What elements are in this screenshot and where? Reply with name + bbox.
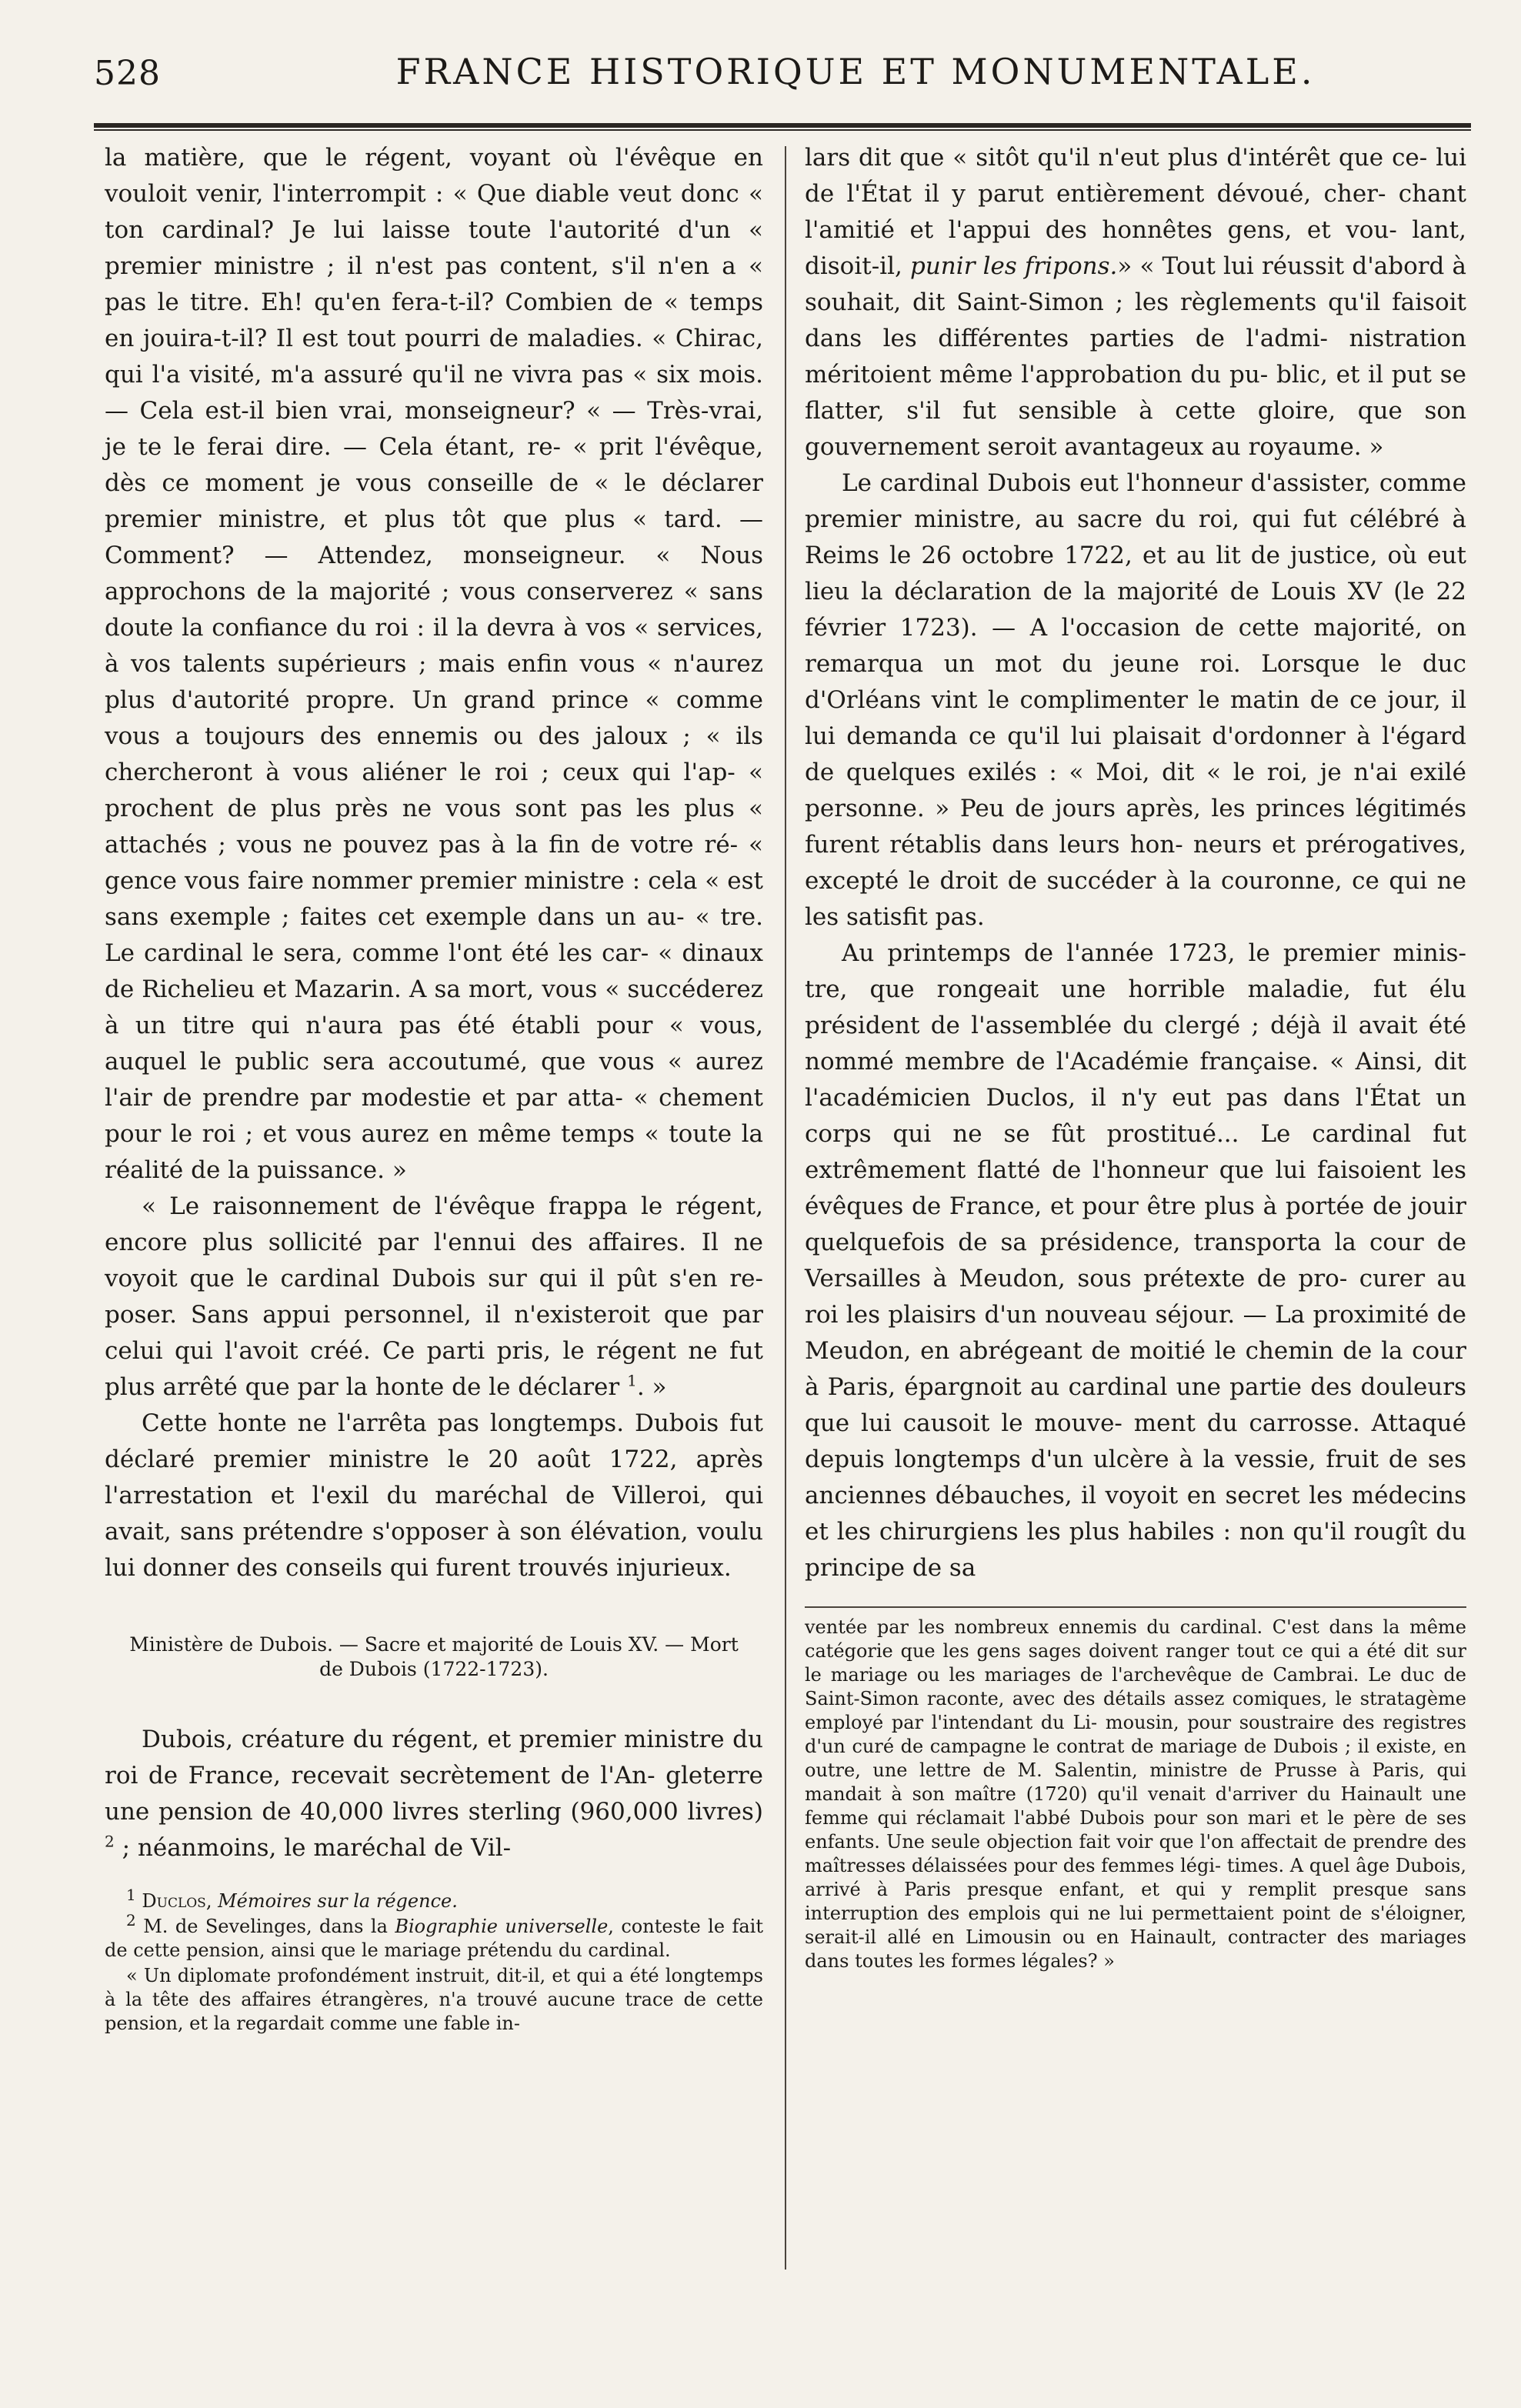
footnote-author: Duclos bbox=[142, 1890, 206, 1912]
paragraph-text: ; néanmoins, le maréchal de Vil- bbox=[114, 1834, 512, 1862]
footnote-text: M. de Sevelinges, dans la bbox=[143, 1916, 388, 1937]
footnote-text: , conteste le fait de cette pension, ainsi que le mariage prétendu du cardinal. bbox=[105, 1916, 763, 1961]
footnote-ref[interactable]: 1 bbox=[627, 1371, 637, 1390]
paragraph: Cette honte ne l'arrêta pas longtemps. Dubois fut déclaré premier ministre le 20 août 1722, après l'arrestation et l'exil du maréchal de Villeroi, qui avait, sans prétendre s'opposer à son élévation, voulu lui donner des conseils qui furent trouvés injurieux. bbox=[105, 1409, 763, 1582]
paragraph: la matière, que le régent, voyant où l'évêque en vouloit venir, l'interrompit : « Que diable veut donc « ton cardinal? Je lui laisse toute l'autorité d'un « premier ministre ; il n'est pas content, s'il n'en a « pas le titre. Eh! qu'en fera-t-il? Combien de « temps en jouira-t-il? Il est tout pourri de maladies. « Chirac, qui l'a visité, m'a assuré qu'il ne vivra pas « six mois. — Cela est-il bien vrai, monseigneur? « — Très-vrai, je te le ferai dire. — Cela étant, re- « prit l'évêque, dès ce moment je vous conseille de « le déclarer premier ministre, et plus tôt que plus « tard. — Comment? — Attendez, monseigneur. « Nous approchons de la majorité ; vous conserverez « sans doute la confiance du roi : il la devra à vos « services, à vos talents supérieurs ; mais enfin vous « n'aurez plus d'autorité propre. Un grand prince « comme vous a toujours des ennemis ou des jaloux ; « ils chercheront à vous aliéner le roi ; ceux qui l'ap- « prochent de plus près ne vous sont pas les plus « attachés ; vous ne pouvez pas à la fin de votre ré- « gence vous faire nommer premier ministre : cela « est sans exemple ; faites cet exemple dans un au- « tre. Le cardinal le sera, comme l'ont été les car- « dinaux de Richelieu et Mazarin. A sa mort, vous « succéderez à un titre qui n'aura pas été établi pour « vous, auquel le public sera accoutumé, que vous « aurez l'air de prendre par modestie et par atta- « chement pour le roi ; et vous aurez en même temps « toute la réalité de la puissance. » bbox=[105, 144, 763, 1184]
footnote-number: 2 bbox=[126, 1911, 136, 1929]
footnote-title: Biographie universelle bbox=[395, 1916, 609, 1937]
paragraph-text: . » bbox=[636, 1373, 667, 1401]
paragraph-text: Dubois, créature du régent, et premier ministre du roi de France, recevait secrètement de l'An- gleterre une pension de 40,000 livres sterling (960,000 livres) bbox=[105, 1726, 763, 1826]
right-column bbox=[805, 140, 1466, 1973]
paragraph bbox=[105, 1189, 763, 1406]
section-heading: Ministère de Dubois. — Sacre et majorité de Louis XV. — Mort de Dubois (1722-1723). bbox=[129, 1633, 739, 1680]
italic-phrase: punir les fripons. bbox=[910, 252, 1118, 280]
paragraph bbox=[105, 1722, 763, 1866]
footnote-title: Mémoires sur la régence. bbox=[218, 1890, 458, 1912]
paragraph-text: « Le raisonnement de l'évêque frappa le régent, encore plus sollicité par l'ennui des affaires. Il ne voyoit que le cardinal Dubois sur qui il pût s'en re- poser. Sans appui personnel, il n'existeroit que par celui qui l'avoit créé. Ce parti pris, le régent ne fut plus arrêté que par la honte de le déclarer bbox=[105, 1192, 763, 1401]
page-header bbox=[94, 48, 1471, 102]
footnote-quote: « Un diplomate profondément instruit, dit-il, et qui a été longtemps à la tête des affaires étrangères, n'a trouvé aucune trace de cette pension, et la regardait comme une fable in- bbox=[105, 1965, 763, 2034]
paragraph: Le cardinal Dubois eut l'honneur d'assister, comme premier ministre, au sacre du roi, qui fut célébré à Reims le 26 octobre 1722, et au lit de justice, où eut lieu la déclaration de la majorité de Louis XV (le 22 février 1723). — A l'occasion de cette majorité, on remarqua un mot du jeune roi. Lorsque le duc d'Orléans vint le complimenter le matin de ce jour, il lui demanda ce qu'il lui plaisait d'ordonner à l'égard de quelques exilés : « Moi, dit « le roi, je n'ai exilé personne. » Peu de jours après, les princes légitimés furent rétablis dans leurs hon- neurs et prérogatives, excepté le droit de succéder à la couronne, ce qui ne les satisfit pas. bbox=[805, 469, 1466, 931]
running-title: FRANCE HISTORIQUE ET MONUMENTALE. bbox=[395, 51, 1316, 92]
footnote-1: $^1$ Duclos, Mémoires sur la régence. bbox=[126, 1886, 458, 1912]
header-rule-thin bbox=[94, 129, 1471, 131]
paragraph bbox=[805, 140, 1466, 465]
page-number: 528 bbox=[94, 54, 161, 93]
footnote-continuation bbox=[805, 1606, 1466, 1973]
footnotes bbox=[105, 1886, 763, 2036]
column-divider bbox=[785, 146, 786, 2270]
header-rule bbox=[94, 123, 1471, 128]
paragraph: Au printemps de l'année 1723, le premier minis- tre, que rongeait une horrible maladie, fut élu président de l'assemblée du clergé ; déjà il avait été nommé membre de l'Académie française. « Ainsi, dit l'académicien Duclos, il n'y eut pas dans l'État un corps qui ne se fût prostitué... Le cardinal fut extrêmement flatté de l'honneur que lui faisoient les évêques de France, et pour être plus à portée de jouir quelquefois de sa présidence, transporta la cour de Versailles à Meudon, sous prétexte de pro- curer au roi les plaisirs d'un nouveau séjour. — La proximité de Meudon, en abrégeant de moitié le chemin de la cour à Paris, épargnoit au cardinal une partie des douleurs que lui causoit le mouve- ment du carrosse. Attaqué depuis longtemps d'un ulcère à la vessie, fruit de ses anciennes débauches, il voyoit en secret les médecins et les chirurgiens les plus habiles : non qu'il rougît du principe de sa bbox=[805, 939, 1466, 1582]
footnote-text: ventée par les nombreux ennemis du cardinal. C'est dans la même catégorie que les gens sages doivent ranger tout ce qui a été dit sur le mariage ou les mariages de l'archevêque de Cambrai. Le duc de Saint-Simon raconte, avec des détails assez comiques, le stratagème employé par l'intendant du Li- mousin, pour soustraire des registres d'un curé de campagne le contrat de mariage de Dubois ; il existe, en outre, une lettre de M. Salentin, ministre de Prusse à Paris, qui mandait à son maître (1720) qu'il venait d'arriver du Hainault une femme qui réclamait l'abbé Dubois pour son mari et le père de ses enfants. Une seule objection fait voir que l'on affectait de prendre des maîtresses délaissées pour des femmes légi- times. A quel âge Dubois, arrivé à Paris presque enfant, et qui y remplit presque sans interruption des emplois qui ne lui permettaient point de s'éloigner, serait-il allé en Limousin ou en Hainault, contracter des mariages dans toutes les formes légales? » bbox=[805, 1616, 1466, 1972]
footnote-number: 1 bbox=[126, 1886, 136, 1904]
footnote-ref[interactable]: 2 bbox=[105, 1832, 115, 1851]
left-column bbox=[105, 140, 763, 2037]
paragraph-text: lars dit que « sitôt qu'il n'eut plus d'intérêt que ce- lui de l'État il y parut entièrement dévoué, cher- chant l'amitié et l'appui des honnêtes gens, et vou- lant, disoit-il, bbox=[805, 144, 1466, 280]
paragraph-text: » « Tout lui réussit d'abord à souhait, dit Saint-Simon ; les règlements qu'il faisoit dans les différentes parties de l'admi- nistration méritoient même l'approbation du pu- blic, et il put se flatter, s'il fut sensible à cette gloire, que son gouvernement seroit avantageux au royaume. » bbox=[805, 252, 1467, 461]
footnote-2 bbox=[105, 1911, 763, 1963]
